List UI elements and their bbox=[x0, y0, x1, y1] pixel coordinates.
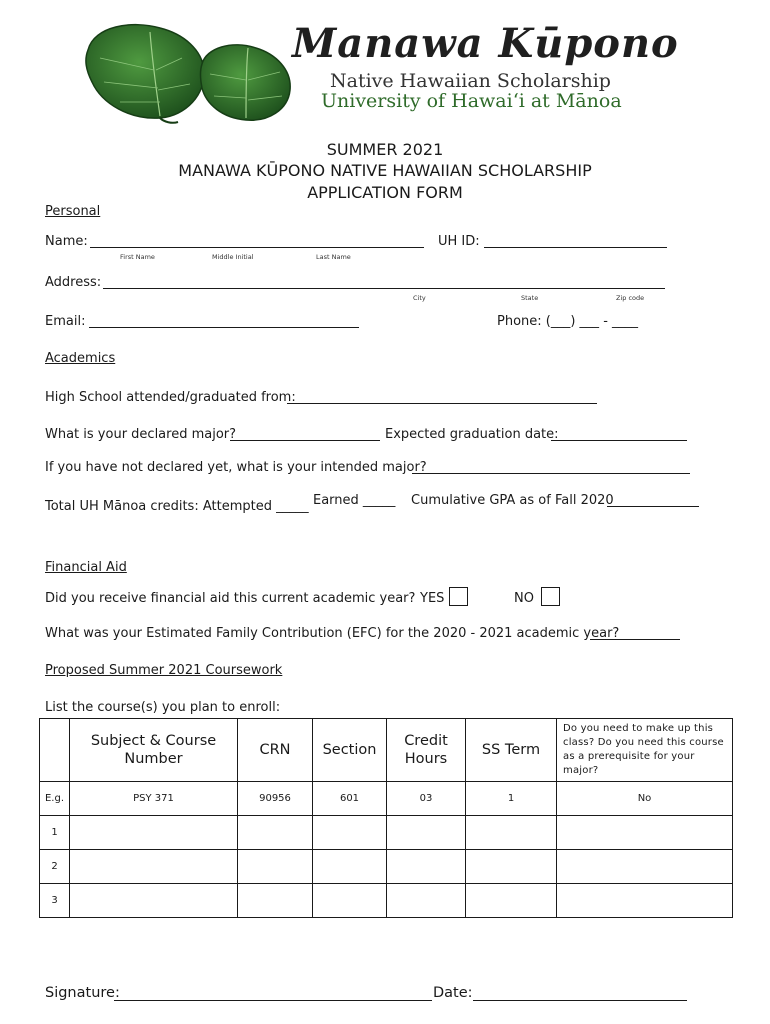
gpa-field[interactable] bbox=[607, 506, 699, 507]
example-index: E.g. bbox=[40, 782, 70, 816]
name-field[interactable] bbox=[90, 247, 424, 248]
signature-field[interactable] bbox=[114, 1000, 432, 1001]
crn-cell[interactable] bbox=[238, 850, 313, 884]
brand-university: University of Hawaiʻi at Mānoa bbox=[321, 90, 622, 112]
ss-term-cell[interactable] bbox=[466, 850, 557, 884]
example-section: 601 bbox=[313, 782, 387, 816]
academics-heading: Academics bbox=[45, 351, 116, 366]
subject-cell[interactable] bbox=[70, 816, 238, 850]
financial-aid-heading: Financial Aid bbox=[45, 560, 127, 575]
last-name-hint: Last Name bbox=[316, 253, 351, 261]
declared-major-field[interactable] bbox=[230, 440, 380, 441]
row-index: 2 bbox=[40, 850, 70, 884]
form-title-line2: MANAWA KŪPONO NATIVE HAWAIIAN SCHOLARSHIP bbox=[178, 161, 592, 180]
section-cell[interactable] bbox=[313, 850, 387, 884]
monstera-leaves-icon bbox=[80, 18, 300, 126]
city-hint: City bbox=[413, 294, 426, 302]
course-list-label: List the course(s) you plan to enroll: bbox=[45, 700, 281, 715]
example-ss-term: 1 bbox=[466, 782, 557, 816]
column-header-crn: CRN bbox=[238, 719, 313, 782]
column-header-credit-hours: Credit Hours bbox=[387, 719, 466, 782]
gpa-label: Cumulative GPA as of Fall 2020 bbox=[411, 493, 614, 508]
phone-field[interactable]: Phone: (___) ___ - ____ bbox=[497, 314, 639, 329]
row-index: 3 bbox=[40, 884, 70, 918]
crn-cell[interactable] bbox=[238, 884, 313, 918]
date-label: Date: bbox=[433, 985, 473, 1001]
column-header-section: Section bbox=[313, 719, 387, 782]
table-row bbox=[40, 850, 733, 884]
efc-field[interactable] bbox=[590, 639, 680, 640]
yes-checkbox[interactable] bbox=[449, 587, 468, 606]
brand-subtitle: Native Hawaiian Scholarship bbox=[330, 70, 611, 92]
high-school-field[interactable] bbox=[287, 403, 597, 404]
credit-hours-cell[interactable] bbox=[387, 816, 466, 850]
credit-hours-cell[interactable] bbox=[387, 884, 466, 918]
example-makeup: No bbox=[557, 782, 733, 816]
credits-earned-field[interactable]: Earned _____ bbox=[313, 493, 396, 508]
column-header-makeup: Do you need to make up this class? Do you need this course as a prerequisite for your major? bbox=[557, 719, 733, 782]
subject-cell[interactable] bbox=[70, 850, 238, 884]
grad-date-label: Expected graduation date: bbox=[385, 427, 559, 442]
example-subject: PSY 371 bbox=[70, 782, 238, 816]
email-field[interactable] bbox=[89, 327, 359, 328]
subject-cell[interactable] bbox=[70, 884, 238, 918]
middle-initial-hint: Middle Initial bbox=[212, 253, 254, 261]
financial-aid-question: Did you receive financial aid this current academic year? bbox=[45, 591, 416, 606]
date-field[interactable] bbox=[473, 1000, 687, 1001]
uh-id-field[interactable] bbox=[484, 247, 667, 248]
address-label: Address: bbox=[45, 275, 102, 290]
efc-label: What was your Estimated Family Contribution (EFC) for the 2020 - 2021 academic year? bbox=[45, 626, 620, 641]
high-school-label: High School attended/graduated from: bbox=[45, 390, 296, 405]
intended-major-field[interactable] bbox=[412, 473, 690, 474]
column-header-ss-term: SS Term bbox=[466, 719, 557, 782]
table-header-row bbox=[40, 719, 733, 782]
makeup-cell[interactable] bbox=[557, 884, 733, 918]
course-table bbox=[39, 718, 733, 918]
grad-date-field[interactable] bbox=[551, 440, 687, 441]
table-row bbox=[40, 816, 733, 850]
no-checkbox[interactable] bbox=[541, 587, 560, 606]
form-title-line3: APPLICATION FORM bbox=[307, 183, 463, 202]
form-title-line1: SUMMER 2021 bbox=[326, 140, 444, 159]
section-cell[interactable] bbox=[313, 816, 387, 850]
yes-label: YES bbox=[420, 591, 445, 606]
credit-hours-cell[interactable] bbox=[387, 850, 466, 884]
signature-label: Signature: bbox=[45, 985, 120, 1001]
address-field[interactable] bbox=[103, 288, 665, 289]
column-header-subject: Subject & Course Number bbox=[70, 719, 238, 782]
ss-term-cell[interactable] bbox=[466, 816, 557, 850]
table-row bbox=[40, 884, 733, 918]
state-hint: State bbox=[521, 294, 539, 302]
email-label: Email: bbox=[45, 314, 86, 329]
name-label: Name: bbox=[45, 234, 88, 249]
declared-major-label: What is your declared major? bbox=[45, 427, 237, 442]
brand-name: Manawa Kūpono bbox=[292, 20, 679, 67]
credits-attempted-field[interactable]: Total UH Mānoa credits: Attempted _____ bbox=[45, 499, 309, 514]
uh-id-label: UH ID: bbox=[438, 234, 480, 249]
personal-heading: Personal bbox=[45, 204, 101, 219]
intended-major-label: If you have not declared yet, what is your intended major? bbox=[45, 460, 427, 475]
table-row-example bbox=[40, 782, 733, 816]
section-cell[interactable] bbox=[313, 884, 387, 918]
example-crn: 90956 bbox=[238, 782, 313, 816]
example-credit-hours: 03 bbox=[387, 782, 466, 816]
makeup-cell[interactable] bbox=[557, 850, 733, 884]
logo bbox=[80, 18, 300, 126]
zip-hint: Zip code bbox=[616, 294, 645, 302]
no-label: NO bbox=[514, 591, 534, 606]
row-index: 1 bbox=[40, 816, 70, 850]
makeup-cell[interactable] bbox=[557, 816, 733, 850]
ss-term-cell[interactable] bbox=[466, 884, 557, 918]
column-header-index bbox=[40, 719, 70, 782]
first-name-hint: First Name bbox=[120, 253, 155, 261]
coursework-heading: Proposed Summer 2021 Coursework bbox=[45, 663, 283, 678]
crn-cell[interactable] bbox=[238, 816, 313, 850]
